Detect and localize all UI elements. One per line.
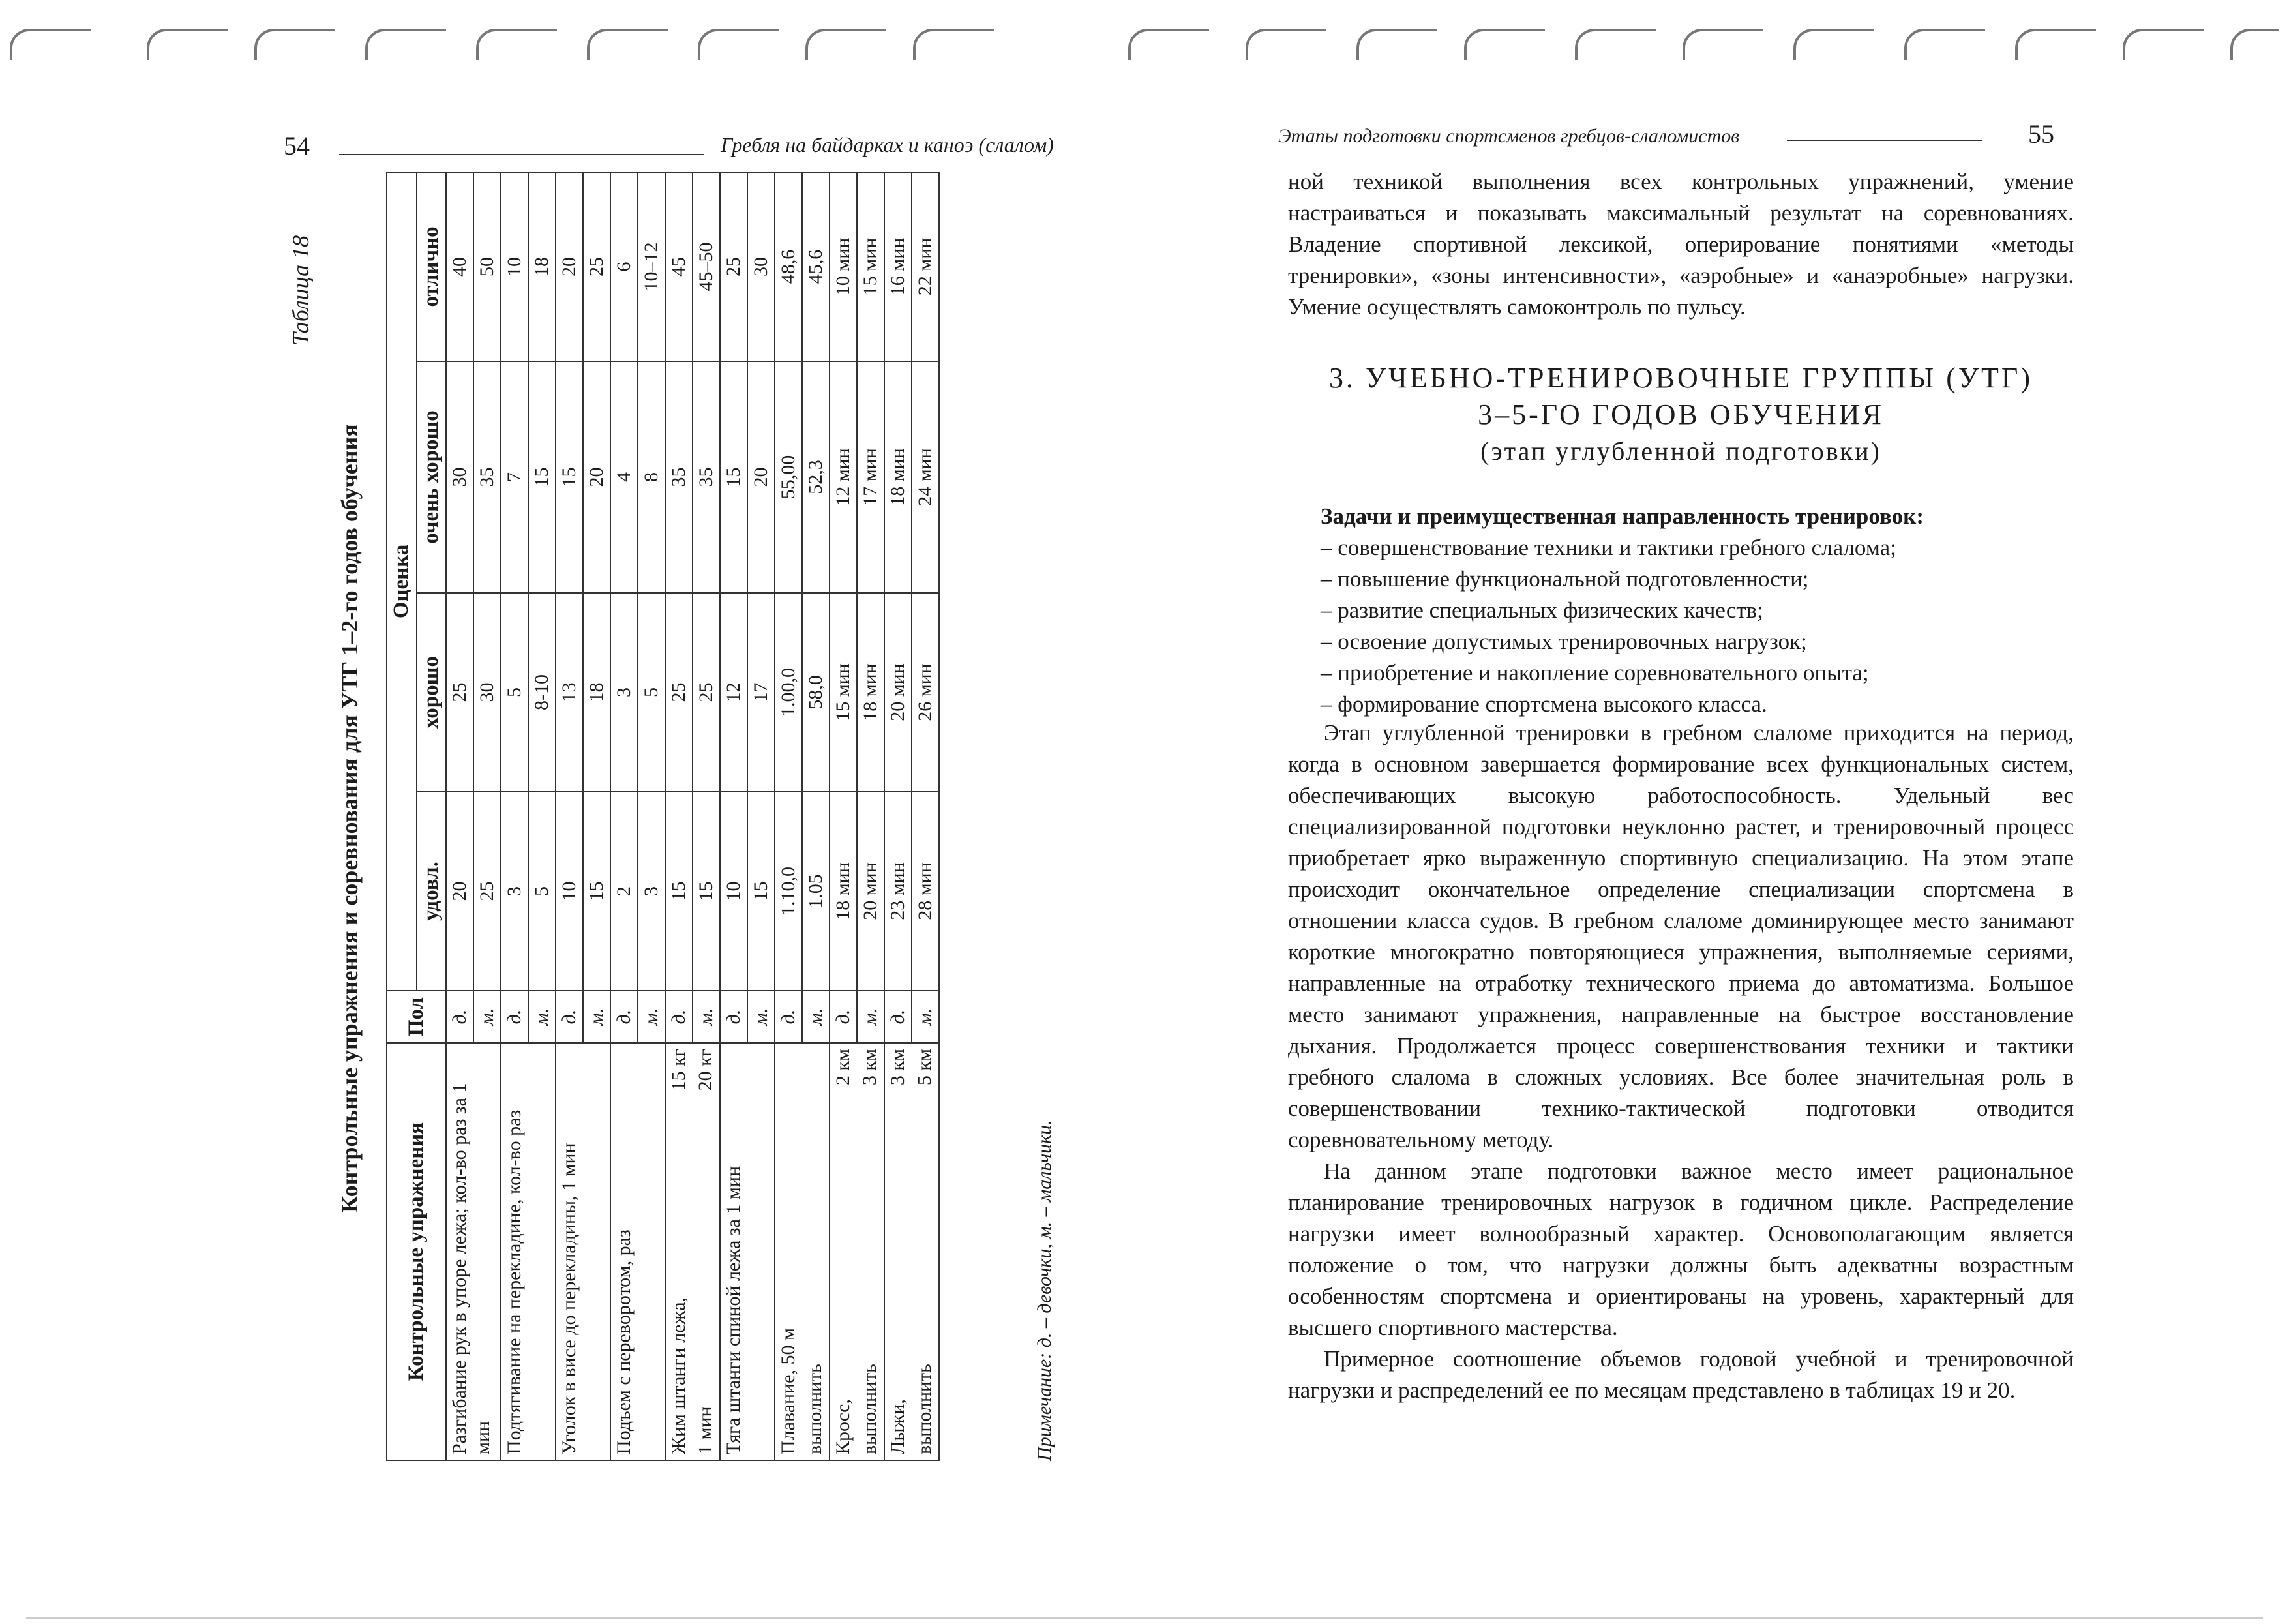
value-cell: 10 мин [830, 172, 857, 361]
section-heading-line: 3. УЧЕБНО-ТРЕНИРОВОЧНЫЕ ГРУППЫ (УТГ) [1329, 362, 2033, 394]
tasks-list [1321, 501, 2071, 720]
value-cell: 2 [610, 792, 638, 991]
sex-cell: м. [802, 991, 830, 1043]
list-item: – формирование спортсмена высокого класса. [1321, 691, 1767, 717]
binder-hole-mark [1793, 29, 1874, 60]
binder-hole-mark [365, 29, 446, 60]
value-cell: 25 [473, 792, 501, 991]
header-grade: Оценка [387, 172, 417, 991]
exercise-name: Плавание, 50 м [775, 1043, 802, 1460]
sex-cell: д. [775, 991, 802, 1043]
value-cell: 3 [501, 792, 528, 991]
value-cell: 12 [720, 593, 747, 792]
table-row [446, 172, 473, 1460]
value-cell: 25 [693, 593, 720, 792]
header-sex: Пол [387, 991, 446, 1043]
load-label: 15 кг [668, 1049, 690, 1091]
table-note: Примечание: д. – девочки, м. – мальчики. [1034, 1120, 1055, 1461]
sex-cell: м. [693, 991, 720, 1043]
sex-cell: д. [720, 991, 747, 1043]
header-grade-satisfactory: удовл. [417, 792, 447, 991]
value-cell: 16 мин [884, 172, 912, 361]
value-cell: 20 мин [857, 792, 884, 991]
binder-hole-mark [1246, 29, 1326, 60]
table-row [610, 172, 638, 1460]
value-cell: 35 [473, 361, 501, 593]
header-exercise: Контрольные упражнения [387, 1043, 446, 1460]
load-label: 3 км [887, 1049, 909, 1086]
value-cell: 15 [528, 361, 556, 593]
value-cell: 3 [610, 593, 638, 792]
value-cell: 18 мин [830, 792, 857, 991]
value-cell: 20 мин [884, 593, 912, 792]
load-label: 20 кг [695, 1049, 717, 1091]
value-cell: 10–12 [638, 172, 665, 361]
left-page-header [280, 128, 1070, 167]
table-row [693, 172, 720, 1460]
binder-hole-mark [1464, 29, 1545, 60]
load-label: 2 км [832, 1049, 854, 1086]
body-text [1288, 717, 2074, 1406]
table-row [556, 172, 583, 1460]
binder-hole-mark [10, 29, 91, 60]
value-cell: 30 [473, 593, 501, 792]
table-row [775, 172, 802, 1460]
exercise-name: Лыжи, 3 км [884, 1043, 912, 1460]
exercise-name: Подъем с переворотом, раз [610, 1043, 665, 1460]
exercise-name: Тяга штанги спиной лежа за 1 мин [720, 1043, 775, 1460]
header-grade-very-good: очень хорошо [417, 361, 447, 593]
value-cell: 20 [747, 361, 775, 593]
value-cell: 5 [638, 593, 665, 792]
value-cell: 30 [446, 361, 473, 593]
value-cell: 7 [501, 361, 528, 593]
exercise-name: выполнить 3 км [857, 1043, 884, 1460]
value-cell: 15 мин [857, 172, 884, 361]
sex-cell: д. [665, 991, 693, 1043]
value-cell: 10 [720, 792, 747, 991]
tasks-title: Задачи и преимущественная направленность тренировок: [1321, 504, 1924, 529]
value-cell: 6 [610, 172, 638, 361]
table-title: Контрольные упражнения и соревнования для УТГ 1–2-го годов обучения [337, 424, 363, 1213]
table-row [665, 172, 693, 1460]
header-rule [1787, 140, 1982, 141]
binder-hole-mark [1683, 29, 1763, 60]
table-row [857, 172, 884, 1460]
sex-cell: д. [501, 991, 528, 1043]
list-item: – развитие специальных физических качеств; [1321, 597, 1763, 623]
exercise-name: Подтягивание на перекладине, кол-во раз [501, 1043, 556, 1460]
exercise-name: выполнить 5 км [912, 1043, 939, 1460]
value-cell: 15 [665, 792, 693, 991]
value-cell: 4 [610, 361, 638, 593]
sex-cell: д. [830, 991, 857, 1043]
exercise-name: Разгибание рук в упоре лежа; кол-во раз за 1 мин [446, 1043, 501, 1460]
exercise-name: Кросс, 2 км [830, 1043, 857, 1460]
value-cell: 17 [747, 593, 775, 792]
value-cell: 26 мин [912, 593, 939, 792]
control-exercises-table [386, 172, 940, 1461]
binder-hole-mark [1128, 29, 1209, 60]
value-cell: 15 мин [830, 593, 857, 792]
value-cell: 30 [747, 172, 775, 361]
right-page-number: 55 [2028, 119, 2054, 149]
binder-hole-mark [254, 29, 335, 60]
load-label: 3 км [859, 1049, 881, 1086]
binder-hole-mark [2015, 29, 2096, 60]
exercise-name: Уголок в висе до перекладины, 1 мин [556, 1043, 610, 1460]
list-item: – освоение допустимых тренировочных нагрузок; [1321, 629, 1807, 654]
paragraph: Примерное соотношение объемов годовой учебной и тренировочной нагрузки и распределений ее по месяцам представлено в таблицах 19 и 20. [1288, 1346, 2074, 1403]
value-cell: 18 [583, 593, 610, 792]
scan-bottom-edge [26, 1617, 2263, 1619]
value-cell: 25 [665, 593, 693, 792]
sex-cell: м. [528, 991, 556, 1043]
value-cell: 3 [638, 792, 665, 991]
value-cell: 20 [583, 361, 610, 593]
value-cell: 25 [720, 172, 747, 361]
value-cell: 1.10,0 [775, 792, 802, 991]
value-cell: 45,6 [802, 172, 830, 361]
table-row [912, 172, 939, 1460]
sex-cell: м. [583, 991, 610, 1043]
binder-hole-mark [587, 29, 668, 60]
sex-cell: м. [857, 991, 884, 1043]
value-cell: 8-10 [528, 593, 556, 792]
sex-cell: д. [446, 991, 473, 1043]
right-running-title: Этапы подготовки спортсменов гребцов-слаломистов [1278, 125, 1740, 147]
intro-paragraph: ной техникой выполнения всех контрольных упражнений, умение настраиваться и показывать максимальный результат на соревнованиях. Владение спортивной лексикой, оперирование понятиями «методы тренировки», «зоны интенсивности», «аэробные» и «анаэробные» нагрузки. Умение осуществлять самоконтроль по пульсу. [1288, 169, 2074, 320]
value-cell: 58,0 [802, 593, 830, 792]
value-cell: 15 [693, 792, 720, 991]
left-page-number: 54 [284, 131, 310, 160]
load-label: 5 км [914, 1049, 936, 1086]
sex-cell: м. [473, 991, 501, 1043]
table-row [720, 172, 747, 1460]
value-cell: 50 [473, 172, 501, 361]
binder-hole-mark [805, 29, 886, 60]
value-cell: 5 [528, 792, 556, 991]
binder-hole-mark [698, 29, 779, 60]
value-cell: 15 [720, 361, 747, 593]
sex-cell: м. [912, 991, 939, 1043]
binder-hole-mark [1356, 29, 1437, 60]
value-cell: 13 [556, 593, 583, 792]
paragraph: На данном этапе подготовки важное место имеет рациональное планирование тренировочных нагрузок в годичном цикле. Распределение нагрузки имеет волнообразный характер. Основополагающим является положение о том, что нагрузки должны быть адекватны возрастным особенностям спортсмена и ориентированы на уровень, характерный для высшего спортивного мастерства. [1288, 1158, 2074, 1340]
value-cell: 20 [556, 172, 583, 361]
value-cell: 48,6 [775, 172, 802, 361]
sex-cell: д. [556, 991, 583, 1043]
exercise-name: 1 мин 20 кг [693, 1043, 720, 1460]
value-cell: 8 [638, 361, 665, 593]
binder-hole-mark [147, 29, 228, 60]
value-cell: 15 [583, 792, 610, 991]
value-cell: 24 мин [912, 361, 939, 593]
value-cell: 35 [693, 361, 720, 593]
value-cell: 25 [446, 593, 473, 792]
value-cell: 15 [556, 361, 583, 593]
value-cell: 52,3 [802, 361, 830, 593]
value-cell: 18 мин [857, 593, 884, 792]
table-label: Таблица 18 [288, 235, 314, 346]
value-cell: 5 [501, 593, 528, 792]
paragraph: Этап углубленной тренировки в гребном слаломе приходится на период, когда в основном завершается формирование всех функциональных систем, обеспечивающих высокую работоспособность. Удельный вес специализированной подготовки неуклонно растет, и тренировочный процесс приобретает ярко выраженную спортивную специализацию. На этом этапе происходит окончательное определение специализации спортсмена в отношении класса судов. В гребном слаломе доминирующее место занимают короткие многократно повторяющиеся упражнения, выполняемые сериями, направленные на отработку технического приема до автоматизма. Большое место занимают упражнения, направленные на быстрое восстановление дыхания. Продолжается процесс совершенствования техники и тактики гребного слалома в сложных условиях. Все более значительная роль в совершенствовании технико-тактической подготовки отводится соревновательному методу. [1288, 720, 2074, 1152]
binder-hole-mark [913, 29, 994, 60]
value-cell: 20 [446, 792, 473, 991]
sex-cell: д. [884, 991, 912, 1043]
value-cell: 22 мин [912, 172, 939, 361]
value-cell: 55,00 [775, 361, 802, 593]
list-item: – повышение функциональной подготовленности; [1321, 566, 1809, 592]
value-cell: 23 мин [884, 792, 912, 991]
value-cell: 1.05 [802, 792, 830, 991]
left-running-title: Гребля на байдарках и каноэ (слалом) [721, 133, 1054, 157]
header-grade-good: хорошо [417, 593, 447, 792]
exercise-name: Жим штанги лежа, 15 кг [665, 1043, 693, 1460]
sex-cell: д. [610, 991, 638, 1043]
value-cell: 40 [446, 172, 473, 361]
table-row [884, 172, 912, 1460]
sex-cell: м. [747, 991, 775, 1043]
header-rule [339, 154, 704, 155]
value-cell: 35 [665, 361, 693, 593]
value-cell: 10 [556, 792, 583, 991]
value-cell: 1.00,0 [775, 593, 802, 792]
sex-cell: м. [638, 991, 665, 1043]
right-page-header [1278, 119, 2074, 158]
binder-hole-mark [476, 29, 557, 60]
binder-hole-mark [2230, 29, 2279, 60]
list-item: – совершенствование техники и тактики гребного слалома; [1321, 535, 1896, 560]
table-row [830, 172, 857, 1460]
value-cell: 18 [528, 172, 556, 361]
list-item: – приобретение и накопление соревновательного опыта; [1321, 660, 1869, 685]
table-row [501, 172, 528, 1460]
exercise-name: выполнить [802, 1043, 830, 1460]
value-cell: 25 [583, 172, 610, 361]
value-cell: 10 [501, 172, 528, 361]
value-cell: 15 [747, 792, 775, 991]
value-cell: 17 мин [857, 361, 884, 593]
binder-hole-mark [1904, 29, 1985, 60]
table-row [802, 172, 830, 1460]
section-heading [1288, 360, 2074, 433]
value-cell: 28 мин [912, 792, 939, 991]
value-cell: 45 [665, 172, 693, 361]
rotated-table-block [0, 163, 1070, 1467]
binder-hole-mark [2123, 29, 2204, 60]
binder-hole-mark [1575, 29, 1656, 60]
value-cell: 12 мин [830, 361, 857, 593]
value-cell: 18 мин [884, 361, 912, 593]
header-grade-excellent: отлично [417, 172, 447, 361]
section-subheading: (этап углубленной подготовки) [1480, 436, 1881, 466]
section-heading-line: 3–5-ГО ГОДОВ ОБУЧЕНИЯ [1478, 398, 1884, 430]
value-cell: 45–50 [693, 172, 720, 361]
